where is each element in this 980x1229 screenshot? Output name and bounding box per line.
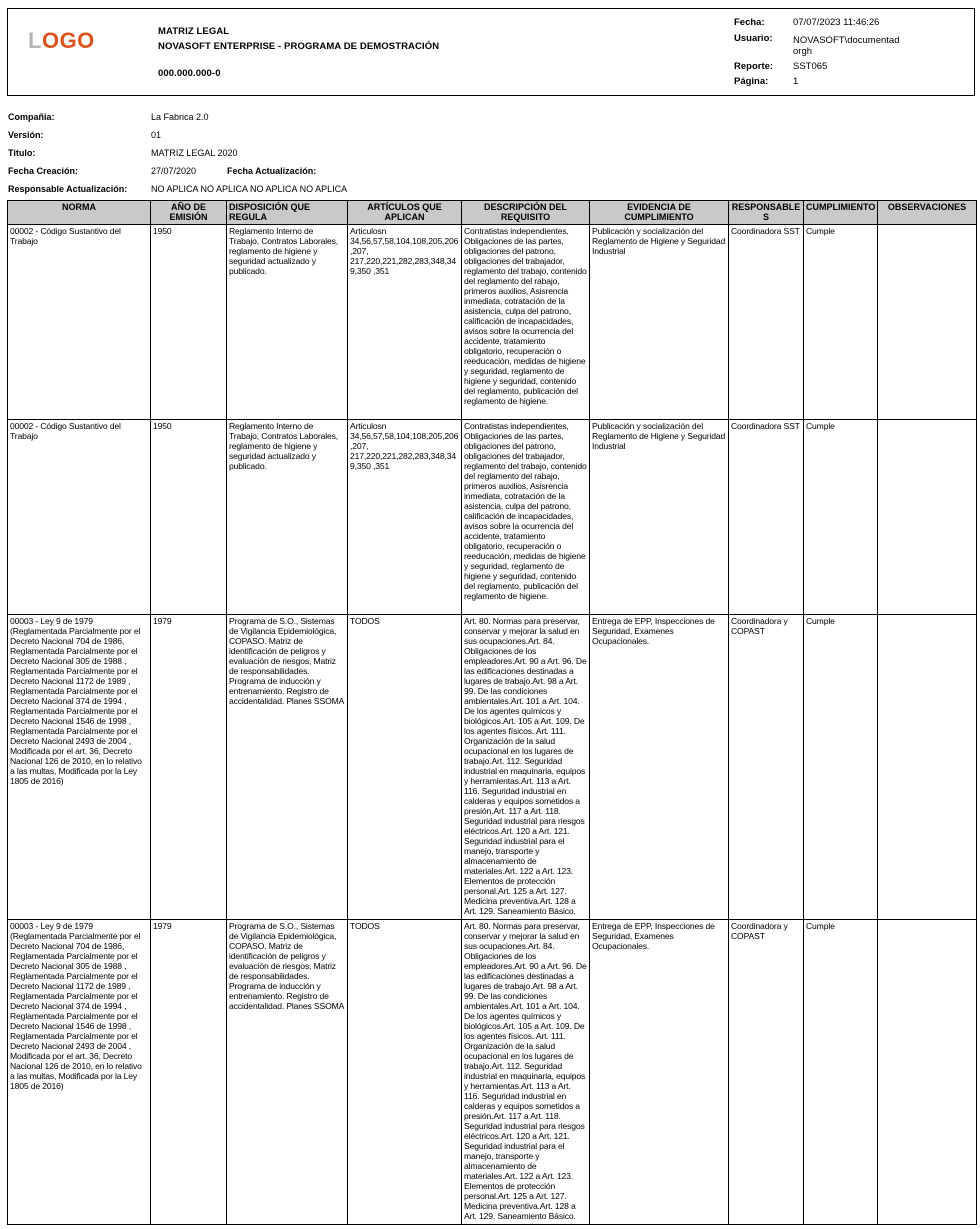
pagina-value: 1 xyxy=(793,76,799,87)
cell-articulos: Articulosn 34,56,57,58,104,108,205,206,207, 217,220,221,282,283,348,349,350 ,351 xyxy=(348,420,462,615)
cell-articulos: TODOS xyxy=(348,920,462,1225)
company-logo: LOGO xyxy=(28,28,95,53)
reporte-label: Reporte: xyxy=(734,61,774,72)
cell-cumplimiento: Cumple xyxy=(804,615,878,920)
cell-norma: 00003 - Ley 9 de 1979 (Reglamentada Parcialmente por el Decreto Nacional 704 de 1986, Reglamentada Parcialmente por el Decreto Nacional 305 de 1988 , Reglamentada Parcialmente por el Decreto Nacional 1172 de 1989 , Reglamentada Parcialmente por el Decreto Nacional 374 de 1994 , Reglamentada Parcialmente por el Decreto Nacional 1546 de 1998 , Reglamentada Parcialmente por el Decreto Nacional 2493 de 2004 , Modificada por el art. 36, Decreto Nacional 126 de 2010, en lo relativo a las multas, Modificada por la Ley 1805 de 2016) xyxy=(8,920,151,1225)
cell-disposicion: Reglamento Interno de Trabajo, Contratos Laborales, reglamento de higiene y seguridad actualizado y publicado. xyxy=(227,225,348,420)
fecha-creacion-label: Fecha Creación: xyxy=(8,166,79,176)
cell-observaciones xyxy=(878,420,977,615)
col-header-norma: NORMA xyxy=(8,201,151,225)
fecha-label: Fecha: xyxy=(734,17,765,28)
table-row xyxy=(8,920,977,1225)
reporte-value: SST065 xyxy=(793,61,828,72)
cell-disposicion: Reglamento Interno de Trabajo, Contratos Laborales, reglamento de higiene y seguridad actualizado y publicado. xyxy=(227,420,348,615)
cell-observaciones xyxy=(878,920,977,1225)
compania-value: La Fabrica 2.0 xyxy=(151,112,209,122)
legal-matrix-table xyxy=(7,200,977,1225)
version-label: Versión: xyxy=(8,130,44,140)
cell-responsables: Coordinadora y COPAST xyxy=(729,920,804,1225)
cell-responsables: Coordinadora y COPAST xyxy=(729,615,804,920)
fecha-value: 07/07/2023 11:46:26 xyxy=(793,17,880,28)
titulo-label: Titulo: xyxy=(8,148,36,158)
cell-descripcion: Art. 80. Normas para preservar, conservar y mejorar la salud en sus ocupaciones.Art. 84. Obligaciones de los empleadores.Art. 90 a Art. 96. De las edificaciones destinadas a lugares de trabajo.Art. 98 a Art. 99. De las condiciones ambientales.Art. 101 a Art. 104. De los agentes químicos y biológicos.Art. 105 a Art. 109. De los agentes físicos. Art. 111. Organización de la salud ocupacional en los lugares de trabajo.Art. 112. Seguridad industrial en maquinaria, equipos y herramientas.Art. 113 a Art. 116. Seguridad industrial en calderas y equipos sometidos a presión.Art. 117 a Art. 118. Seguridad industrial para riesgos eléctricos.Art. 120 a Art. 121. Seguridad industrial para el manejo, transporte y almacenamiento de materiales.Art. 122 a Art. 123. Elementos de protección personal.Art. 125 a Art. 127. Medicina preventiva.Art. 128 a Art. 129. Saneamiento Básico. xyxy=(462,615,590,920)
cell-descripcion: Art. 80. Normas para preservar, conservar y mejorar la salud en sus ocupaciones.Art. 84. Obligaciones de los empleadores.Art. 90 a Art. 96. De las edificaciones destinadas a lugares de trabajo.Art. 98 a Art. 99. De las condiciones ambientales.Art. 101 a Art. 104. De los agentes químicos y biológicos.Art. 105 a Art. 109. De los agentes físicos. Art. 111. Organización de la salud ocupacional en los lugares de trabajo.Art. 112. Seguridad industrial en maquinaria, equipos y herramientas.Art. 113 a Art. 116. Seguridad industrial en calderas y equipos sometidos a presión.Art. 117 a Art. 118. Seguridad industrial para riesgos eléctricos.Art. 120 a Art. 121. Seguridad industrial para el manejo, transporte y almacenamiento de materiales.Art. 122 a Art. 123. Elementos de protección personal.Art. 125 a Art. 127. Medicina preventiva.Art. 128 a Art. 129. Saneamiento Básico. xyxy=(462,920,590,1225)
cell-norma: 00003 - Ley 9 de 1979 (Reglamentada Parcialmente por el Decreto Nacional 704 de 1986, Reglamentada Parcialmente por el Decreto Nacional 305 de 1988 , Reglamentada Parcialmente por el Decreto Nacional 1172 de 1989 , Reglamentada Parcialmente por el Decreto Nacional 374 de 1994 , Reglamentada Parcialmente por el Decreto Nacional 1546 de 1998 , Reglamentada Parcialmente por el Decreto Nacional 2493 de 2004 , Modificada por el art. 36, Decreto Nacional 126 de 2010, en lo relativo a las multas, Modificada por la Ley 1805 de 2016) xyxy=(8,615,151,920)
table-row xyxy=(8,225,977,420)
responsable-label: Responsable Actualización: xyxy=(8,184,128,194)
report-nit: 000.000.000-0 xyxy=(158,68,221,79)
pagina-label: Página: xyxy=(734,76,769,87)
col-header-anio: AÑO DE EMISIÓN xyxy=(151,201,227,225)
col-header-responsables: RESPONSABLES xyxy=(729,201,804,225)
cell-cumplimiento: Cumple xyxy=(804,225,878,420)
report-header xyxy=(7,8,975,96)
cell-anio: 1950 xyxy=(151,420,227,615)
cell-descripcion: Contratistas independientes, Obligaciones de las partes, obligaciones del patrono, obligaciones del trabajador, reglamento del trabajo, contenido del reglamento del rabajo, primeros auxilios, Asisrencia inmediata, cotratación de la asistencia, culpa del patrono, calificación de incapacidades, avisos sobre la ocurrencia del accidente, tratamiento obligatorio, recuperación o reeducación, medidas de higiene y seguridad, reglamento de higiene y seguridad, contenido del reglamento, publicación del reglamento de higiene. xyxy=(462,225,590,420)
fecha-creacion-value: 27/07/2020 xyxy=(151,166,197,176)
cell-disposicion: Programa de S.O., Sistemas de Vigilancia Epidemiológica, COPASO. Matriz de identificación de peligros y evaluación de riesgos, Matriz de responsabilidades. Programa de inducción y entrenamiento. Registro de accidentalidad. Planes SSOMA xyxy=(227,920,348,1225)
cell-observaciones xyxy=(878,615,977,920)
version-value: 01 xyxy=(151,130,162,140)
usuario-value-line2: orgh xyxy=(793,46,813,57)
responsable-value: NO APLICA NO APLICA NO APLICA NO APLICA xyxy=(151,184,348,194)
cell-cumplimiento: Cumple xyxy=(804,920,878,1225)
table-row xyxy=(8,615,977,920)
cell-evidencia: Entrega de EPP, Inspecciones de Seguridad, Examenes Ocupacionales. xyxy=(590,920,729,1225)
usuario-value-line1: NOVASOFT\documentad xyxy=(793,35,900,46)
cell-responsables: Coordinadora SST xyxy=(729,420,804,615)
compania-label: Compañia: xyxy=(8,112,55,122)
cell-disposicion: Programa de S.O., Sistemas de Vigilancia Epidemiológica, COPASO. Matriz de identificación de peligros y evaluación de riesgos, Matriz de responsabilidades. Programa de inducción y entrenamiento. Registro de accidentalidad. Planes SSOMA xyxy=(227,615,348,920)
cell-observaciones xyxy=(878,225,977,420)
cell-responsables: Coordinadora SST xyxy=(729,225,804,420)
cell-evidencia: Publicación y socialización del Reglamento de Higiene y Seguridad Industrial xyxy=(590,225,729,420)
fecha-actualizacion-label: Fecha Actualización: xyxy=(227,166,317,176)
cell-evidencia: Entrega de EPP, Inspecciones de Seguridad, Examenes Ocupacionales. xyxy=(590,615,729,920)
cell-norma: 00002 - Código Sustantivo del Trabajo xyxy=(8,420,151,615)
cell-norma: 00002 - Código Sustantivo del Trabajo xyxy=(8,225,151,420)
usuario-label: Usuario: xyxy=(734,33,773,44)
col-header-descripcion: DESCRIPCIÓN DEL REQUISITO xyxy=(462,201,590,225)
cell-anio: 1979 xyxy=(151,920,227,1225)
col-header-evidencia: EVIDENCIA DE CUMPLIMIENTO xyxy=(590,201,729,225)
col-header-disposicion: DISPOSICIÓN QUE REGULA xyxy=(227,201,348,225)
table-header-row xyxy=(8,201,977,225)
cell-anio: 1950 xyxy=(151,225,227,420)
cell-cumplimiento: Cumple xyxy=(804,420,878,615)
report-title: MATRIZ LEGAL xyxy=(158,26,230,37)
cell-anio: 1979 xyxy=(151,615,227,920)
cell-evidencia: Publicación y socialización del Reglamento de Higiene y Seguridad Industrial xyxy=(590,420,729,615)
cell-descripcion: Contratistas independientes, Obligaciones de las partes, obligaciones del patrono, obligaciones del trabajador, reglamento del trabajo, contenido del reglamento del rabajo, primeros auxilios, Asisrencia inmediata, cotratación de la asistencia, culpa del patrono, calificación de incapacidades, avisos sobre la ocurrencia del accidente, tratamiento obligatorio, recuperación o reeducación, medidas de higiene y seguridad, reglamento de higiene y seguridad, contenido del reglamento, publicación del reglamento de higiene. xyxy=(462,420,590,615)
report-subtitle: NOVASOFT ENTERPRISE - PROGRAMA DE DEMOSTRACIÓN xyxy=(158,41,440,52)
cell-articulos: Articulosn 34,56,57,58,104,108,205,206,207, 217,220,221,282,283,348,349,350 ,351 xyxy=(348,225,462,420)
table-row xyxy=(8,420,977,615)
col-header-observaciones: OBSERVACIONES xyxy=(878,201,977,225)
col-header-cumplimiento: CUMPLIMIENTO xyxy=(804,201,878,225)
cell-articulos: TODOS xyxy=(348,615,462,920)
col-header-articulos: ARTÍCULOS QUE APLICAN xyxy=(348,201,462,225)
titulo-value: MATRIZ LEGAL 2020 xyxy=(151,148,238,158)
